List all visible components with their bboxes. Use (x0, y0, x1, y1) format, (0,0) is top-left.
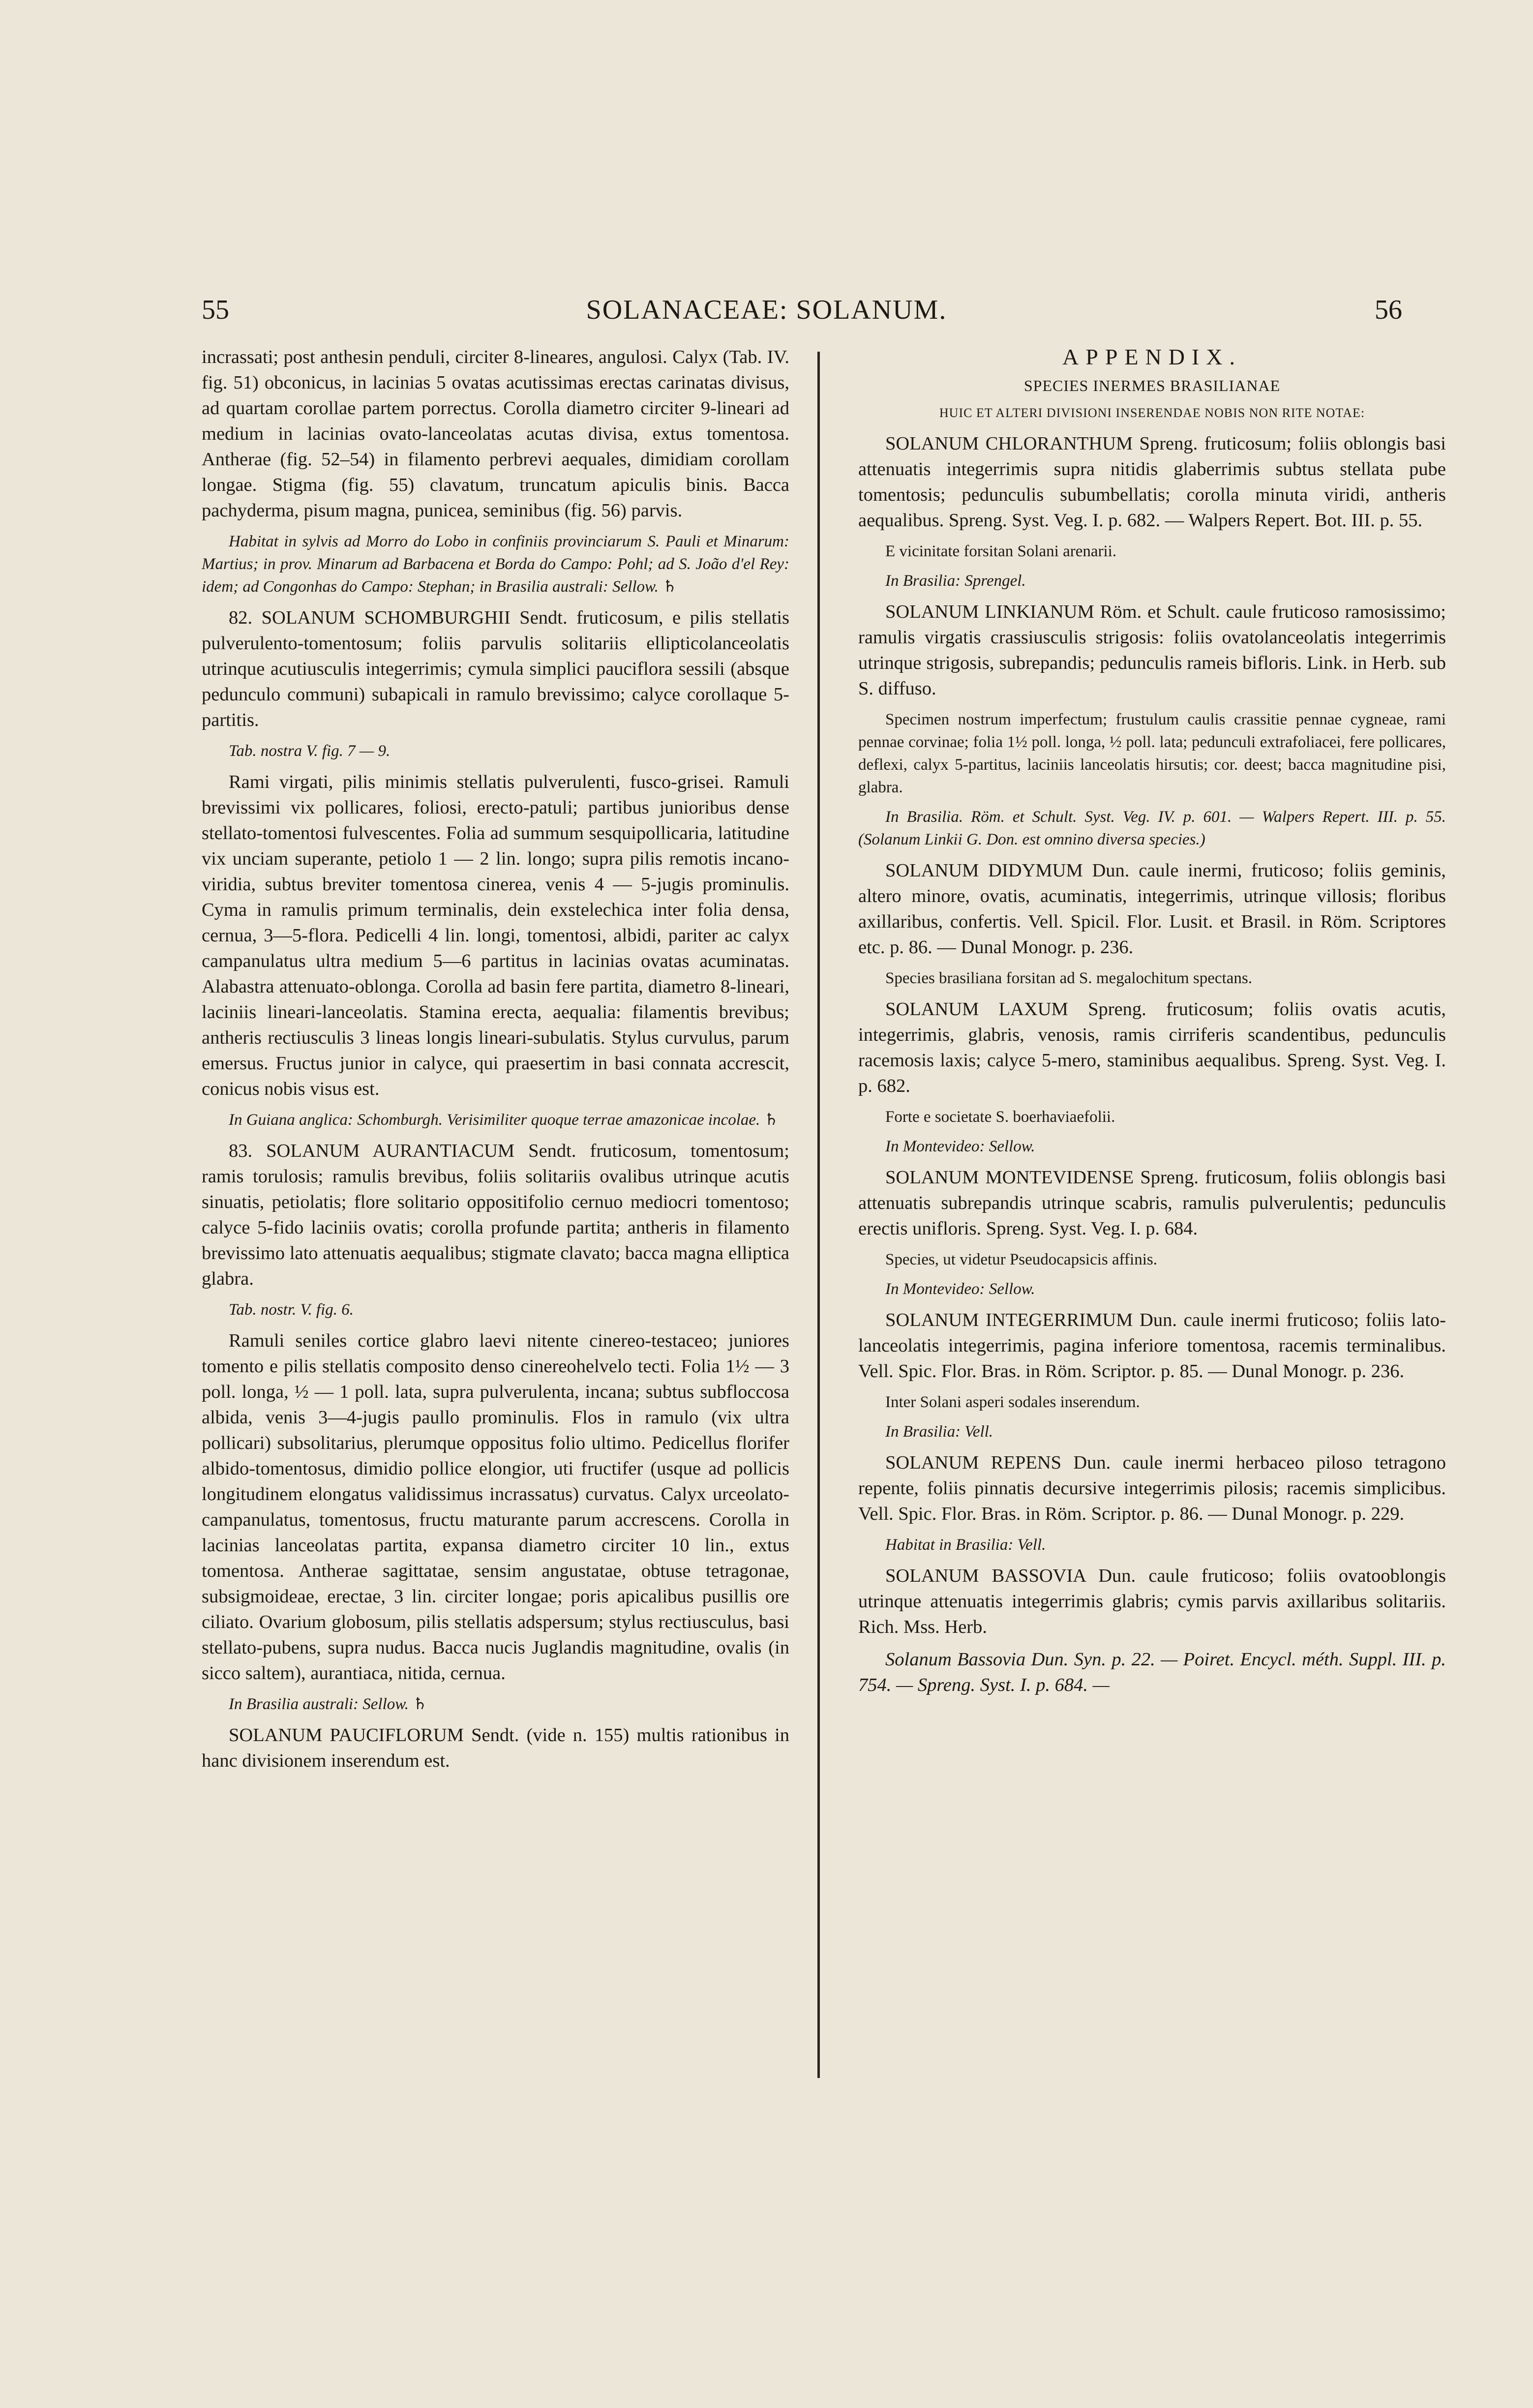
species-laxum: SOLANUM LAXUM Spreng. fruticosum; foliis ovatis acutis, integerrimis, glabris, venosis, ramis cirriferis scandentibus, pedunculis racemosis laxis; calyce 5-mero, staminibus aequalibus. Spreng. Syst. Veg. I. p. 682. (858, 999, 1446, 1096)
species-82: 82. SOLANUM SCHOMBURGHII Sendt. fruticosum, e pilis stellatis pulverulento-tomentosum; foliis parvulis solitariis ellipticolanceolatis utrinque acutiusculis integerrimis; cymula simplici pauciflora sessili (absque pedunculo communi) subapicali in ramulo brevissimo; calyce corollaque 5-partitis. (202, 607, 789, 730)
left-column (202, 344, 789, 1780)
species-83-description: Ramuli seniles cortice glabro laevi nitente cinereo-testaceo; juniores tomento e pilis stellatis composito denso cinereohelvelo tecti. Folia 1½ — 3 poll. longa, ½ — 1 poll. lata, supra pulverulenta, incana; subtus subfloccosa albida, venis 3—4-jugis paullo prominulis. Flos in ramulo (vix ultra pollicari) subsolitarius, plerumque oppositus folio ultimo. Pedicellus florifer albido-tomentosus, dimidio pollice elongior, uti fructifer (usque ad pollicis longitudinem elongatus validissimus incrassatus) curvatus. Calyx urceolato-campanulatus, tomentosus, fructu maturante parum accrescens. Corolla in lacinias lanceolatas partita, expansa diametro circiter 10 lin., extus tomentosa. Antherae sagittatae, sensim angustatae, obtuse tetragonae, subsigmoideae, erectae, 3 lin. circiter longae; poris apicalibus pusillis ore ciliato. Ovarium globosum, pilis stellatis adspersum; stylus rectiusculus, basi stellato-pubens, supra nudus. Bacca nucis Juglandis magnitudine, ovalis (in sicco saltem), aurantiaca, nitida, cernua. (202, 1330, 789, 1684)
paragraph-continuation: incrassati; post anthesin penduli, circiter 8-lineares, angulosi. Calyx (Tab. IV. fig. 51) obconicus, in lacinias 5 ovatas acutissimas erectas carinatas divisus, ad quartam corollae partem porrectus. Corolla diametro circiter 9-lineari ad medium in lacinias ovato-lanceolatas acutas divisa, extus tomentosa. Antherae (fig. 52–54) in filamento perbrevi aequales, dimidiam corollam longae. Stigma (fig. 55) clavatum, truncatum apiculis binis. Bacca pachyderma, pisum magna, punicea, seminibus (fig. 56) parvis. (202, 347, 789, 521)
running-head: SOLANACEAE: SOLANUM. (586, 295, 947, 325)
species-didymum-note: Species brasiliana forsitan ad S. megalochitum spectans. (885, 969, 1252, 987)
species-laxum-habitat: In Montevideo: Sellow. (885, 1138, 1035, 1155)
appendix-subtitle-2: HUIC ET ALTERI DIVISIONI INSERENDAE NOBIS NON RITE NOTAE: (939, 406, 1365, 420)
species-chloranthum-note: E vicinitate forsitan Solani arenarii. (885, 542, 1117, 560)
species-linkianum: SOLANUM LINKIANUM Röm. et Schult. caule fruticoso ramosissimo; ramulis virgatis crassiusculis strigosis: foliis ovatolanceolatis integerrimis utrinque strigosis, subrepandis; pedunculis rameis bifloris. Link. in Herb. sub S. diffuso. (858, 602, 1446, 699)
species-montevidense-habitat: In Montevideo: Sellow. (885, 1280, 1035, 1298)
habitat-note: Habitat in sylvis ad Morro do Lobo in confiniis provinciarum S. Pauli et Minarum: Martius; in prov. Minarum ad Barbacena et Borda do Campo: Pohl; ad S. João d'el Rey: idem; ad Congonhas do Campo: Stephan; in Brasilia australi: Sellow. ♄ (202, 533, 789, 596)
page-number-right: 56 (1375, 295, 1402, 325)
species-83: 83. SOLANUM AURANTIACUM Sendt. fruticosum, tomentosum; ramis torulosis; ramulis brevibus, foliis solitariis ovalibus utrinque acutis sinuatis, petiolatis; flore solitario oppositifolio cernuo mediocri tomentoso; calyce 5-fido laciniis ovatis; corolla profunde partita; antheris in filamento brevissimo lato attenuatis aequalibus; stigmate clavato; bacca magna elliptica glabra. (202, 1141, 789, 1289)
species-chloranthum: SOLANUM CHLORANTHUM Spreng. fruticosum; foliis oblongis basi attenuatis integerrimis supra nitidis glaberrimis subtus stellata pube tomentosis; pedunculis subumbellatis; corolla minuta viridi, antheris aequalibus. Spreng. Syst. Veg. I. p. 682. — Walpers Repert. Bot. III. p. 55. (858, 433, 1446, 531)
appendix-subtitle: SPECIES INERMES BRASILIANAE (1023, 377, 1281, 394)
species-montevidense: SOLANUM MONTEVIDENSE Spreng. fruticosum, foliis oblongis basi attenuatis subrepandis utrinque scabris, ramulis pulverulentis; pedunculis erectis unifloris. Spreng. Syst. Veg. I. p. 684. (858, 1167, 1446, 1239)
species-83-plate: Tab. nostr. V. fig. 6. (229, 1301, 354, 1319)
right-column (858, 344, 1446, 1705)
species-82-description: Rami virgati, pilis minimis stellatis pulverulenti, fusco-grisei. Ramuli brevissimi vix pollicares, foliosi, erecto-patuli; partibus junioribus dense stellato-tomentosi fulvescentes. Folia ad summum sesquipollicaria, latitudine vix unciam superante, petiolo 1 — 2 lin. longo; supra pilis remotis incano-viridia, subtus breviter tomentosa cinerea, venis 4 — 5-jugis prominulis. Cyma in ramulis primum terminalis, dein exstelechica inter folia densa, cernua, 3—5-flora. Pedicelli 4 lin. longi, tomentosi, albidi, pariter ac calyx campanulatus ultra medium 5—6 partitus in lacinias ovatas acuminatas. Alabastra attenuato-oblonga. Corolla ad basin fere partita, diametro 8-lineari, laciniis lineari-lanceolatis. Stamina erecta, aequalia: filamentis brevibus; antheris rectiusculis 3 lineas longis lineari-subulatis. Stylus curvulus, parum emersus. Fructus junior in calyce, qui praesertim in basi connata accrescit, conicus nobis visus est. (202, 772, 789, 1099)
species-bassovia-synonymy: Solanum Bassovia Dun. Syn. p. 22. — Poiret. Encycl. méth. Suppl. III. p. 754. — Spreng. Syst. I. p. 684. — (858, 1649, 1446, 1695)
species-repens: SOLANUM REPENS Dun. caule inermi herbaceo piloso tetragono repente, foliis pinnatis decursive integerrimis pilosis; racemis simplicibus. Vell. Spic. Flor. Bras. in Röm. Scriptor. p. 86. — Dunal Monogr. p. 229. (858, 1452, 1446, 1524)
species-integerrimum: SOLANUM INTEGERRIMUM Dun. caule inermi fruticoso; foliis lato-lanceolatis integerrimis, pagina inferiore tomentosa, racemis terminalibus. Vell. Spic. Flor. Bras. in Röm. Scriptor. p. 85. — Dunal Monogr. p. 236. (858, 1310, 1446, 1382)
column-divider (817, 352, 820, 2078)
species-linkianum-habitat: In Brasilia. Röm. et Schult. Syst. Veg. IV. p. 601. — Walpers Repert. III. p. 55. (Solanum Linkii G. Don. est omnino diversa species.) (858, 808, 1446, 848)
species-linkianum-note: Specimen nostrum imperfectum; frustulum caulis crassitie pennae cygneae, rami pennae corvinae; folia 1½ poll. longa, ½ poll. lata; pedunculi extrafoliacei, fere pollicares, deflexi, calyx 5-partitus, laciniis lanceolatis hirsutis; cor. deest; bacca magnitudine pisi, glabra. (858, 711, 1446, 796)
species-pauciflorum: SOLANUM PAUCIFLORUM Sendt. (vide n. 155) multis rationibus in hanc divisionem inserendum est. (202, 1725, 789, 1771)
species-laxum-note: Forte e societate S. boerhaviaefolii. (885, 1108, 1115, 1126)
species-montevidense-note: Species, ut videtur Pseudocapsicis affinis. (885, 1251, 1157, 1268)
species-83-habitat: In Brasilia australi: Sellow. ♄ (229, 1695, 427, 1713)
species-82-habitat: In Guiana anglica: Schomburgh. Verisimiliter quoque terrae amazonicae incolae. ♄ (229, 1111, 779, 1129)
species-didymum: SOLANUM DIDYMUM Dun. caule inermi, fruticoso; foliis geminis, altero minore, ovatis, acuminatis, integerrimis, utrinque villosis; floribus axillaribus, confertis. Vell. Spicil. Flor. Lusit. et Brasil. in Röm. Scriptores etc. p. 86. — Dunal Monogr. p. 236. (858, 860, 1446, 958)
species-repens-habitat: Habitat in Brasilia: Vell. (885, 1536, 1046, 1554)
species-82-plate: Tab. nostra V. fig. 7 — 9. (229, 742, 391, 760)
species-integerrimum-note: Inter Solani asperi sodales inserendum. (885, 1393, 1140, 1411)
species-bassovia: SOLANUM BASSOVIA Dun. caule fruticoso; foliis ovatooblongis utrinque attenuatis integerrimis glabris; cymis parvis axillaribus solitariis. Rich. Mss. Herb. (858, 1565, 1446, 1637)
species-chloranthum-habitat: In Brasilia: Sprengel. (885, 572, 1026, 590)
page-number-left: 55 (202, 295, 229, 325)
appendix-title: APPENDIX. (1062, 344, 1242, 369)
species-integerrimum-habitat: In Brasilia: Vell. (885, 1423, 993, 1441)
